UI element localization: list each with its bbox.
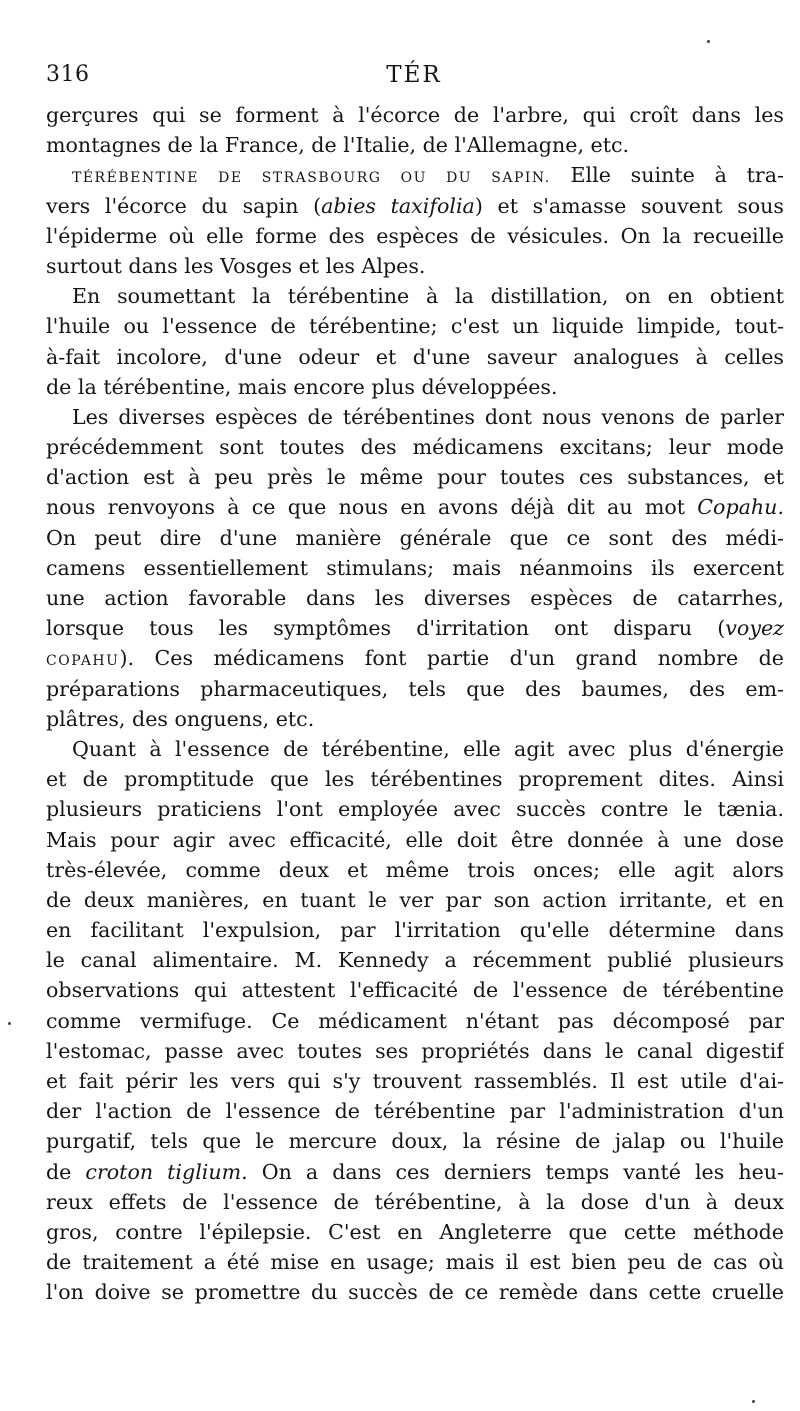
text-segment: camens essentiellement stimulans; mais néanmoins ils exercent	[46, 555, 784, 580]
text-segment: observations qui attestent l'efficacité de l'essence de térébentine	[46, 978, 784, 1003]
text-segment: purgatif, tels que le mercure doux, la résine de jalap ou l'huile	[46, 1129, 784, 1154]
text-line	[46, 613, 784, 643]
text-segment: Mais pour agir avec efficacité, elle doit être donnée à une dose	[46, 827, 784, 852]
text-segment: de la térébentine, mais encore plus développées.	[46, 374, 558, 399]
text-segment: préparations pharmaceutiques, tels que des baumes, des em-	[46, 676, 784, 701]
scan-speck	[752, 1400, 755, 1403]
text-segment: l'huile ou l'essence de térébentine; c'est un liquide limpide, tout-	[46, 314, 784, 339]
page-header	[46, 62, 782, 94]
text-line	[46, 764, 784, 794]
text-segment: gerçures qui se forment à l'écorce de l'arbre, qui croît dans les	[46, 103, 784, 127]
page-number: 316	[46, 62, 90, 87]
small-caps-text: COPAHU	[46, 653, 120, 670]
text-segment: vers l'écorce du sapin (	[46, 193, 322, 218]
text-segment: ) et s'amasse souvent sous	[474, 193, 784, 218]
text-line	[46, 311, 784, 341]
text-segment: On a dans ces derniers temps vanté les heu-	[247, 1159, 784, 1184]
italic-text: voyez	[725, 616, 784, 641]
text-segment: et de promptitude que les térébentines proprement dites. Ainsi	[46, 767, 784, 792]
text-segment: lorsque tous les symptômes d'irritation ont disparu (	[46, 616, 726, 641]
text-line	[46, 1157, 784, 1187]
text-line	[46, 855, 784, 885]
text-segment: gros, contre l'épilepsie. C'est en Angleterre que cette méthode	[46, 1219, 784, 1244]
text-segment: et fait périr les vers qui s'y trouvent rassemblés. Il est utile d'ai-	[46, 1069, 784, 1093]
italic-text: abies taxifolia	[321, 193, 475, 218]
text-line	[46, 704, 784, 734]
text-line	[46, 402, 784, 432]
text-segment: der l'action de l'essence de térébentine par l'administration d'un	[46, 1099, 784, 1124]
text-line	[46, 1217, 784, 1247]
text-line	[46, 825, 784, 855]
text-segment: d'action est à peu près le même pour toutes ces substances, et	[46, 465, 784, 490]
text-line	[46, 734, 784, 764]
text-segment: montagnes de la France, de l'Italie, de l'Allemagne, etc.	[46, 133, 630, 158]
text-line	[46, 885, 784, 915]
text-segment: On peut dire d'une manière générale que ce sont des médi-	[46, 525, 784, 550]
small-caps-text: TÉRÉBENTINE DE STRASBOURG OU DU SAPIN.	[72, 170, 551, 187]
text-line	[46, 432, 784, 462]
text-segment: ). Ces médicamens font partie d'un grand nombre de	[119, 646, 784, 671]
text-line	[46, 251, 784, 281]
text-segment: plâtres, des onguens, etc.	[46, 706, 315, 731]
text-line	[46, 1187, 784, 1217]
text-line	[46, 221, 784, 251]
text-segment: précédemment sont toutes des médicamens excitans; leur mode	[46, 435, 784, 460]
italic-text: croton tiglium.	[85, 1159, 248, 1184]
text-segment: plusieurs praticiens l'ont employée avec succès contre le tænia.	[46, 797, 784, 822]
running-head: TÉR	[386, 62, 442, 88]
text-line	[46, 643, 784, 673]
scan-speck	[707, 40, 710, 43]
text-segment: de traitement a été mise en usage; mais il est bien peu de cas où	[46, 1250, 784, 1275]
text-line	[46, 100, 784, 130]
text-line	[46, 583, 784, 613]
text-segment: En soumettant la térébentine à la distillation, on en obtient	[72, 284, 784, 309]
text-line	[46, 1006, 784, 1036]
text-line	[46, 1066, 784, 1096]
text-line	[46, 1277, 784, 1307]
text-segment: une action favorable dans les diverses espèces de catarrhes,	[46, 586, 784, 610]
text-segment: l'on doive se promettre du succès de ce remède dans cette cruelle	[46, 1280, 784, 1305]
text-line	[46, 492, 784, 522]
text-line	[46, 281, 784, 311]
text-segment: comme vermifuge. Ce médicament n'étant pas décomposé par	[46, 1008, 784, 1033]
text-segment: en facilitant l'expulsion, par l'irritation qu'elle détermine dans	[46, 918, 784, 943]
text-line	[46, 975, 784, 1005]
text-segment: de deux manières, en tuant le ver par son action irritante, et en	[46, 887, 784, 912]
text-line	[46, 462, 784, 492]
text-line	[46, 674, 784, 704]
text-line	[46, 523, 784, 553]
text-segment: le canal alimentaire. M. Kennedy a récemment publié plusieurs	[46, 948, 784, 973]
text-segment: Les diverses espèces de térébentines dont nous venons de parler	[72, 404, 784, 429]
text-segment: l'estomac, passe avec toutes ses propriétés dans le canal digestif	[46, 1038, 784, 1063]
text-line	[46, 1036, 784, 1066]
text-line	[46, 1096, 784, 1126]
text-line	[46, 553, 784, 583]
text-segment: Elle suinte à tra-	[550, 163, 784, 188]
text-segment: de	[46, 1159, 86, 1184]
text-segment: nous renvoyons à ce que nous en avons déjà dit au mot	[46, 495, 698, 520]
text-segment: surtout dans les Vosges et les Alpes.	[46, 253, 426, 278]
text-line	[46, 1247, 784, 1277]
text-line	[46, 160, 784, 190]
italic-text: Copahu.	[697, 495, 784, 520]
text-segment: très-élevée, comme deux et même trois onces; elle agit alors	[46, 857, 784, 882]
body-text	[46, 100, 784, 1308]
text-line	[46, 1126, 784, 1156]
scan-speck	[8, 1022, 11, 1025]
text-line	[46, 794, 784, 824]
text-line	[46, 130, 784, 160]
text-line	[46, 945, 784, 975]
text-line	[46, 915, 784, 945]
text-segment: reux effets de l'essence de térébentine, à la dose d'un à deux	[46, 1189, 784, 1214]
text-segment: Quant à l'essence de térébentine, elle agit avec plus d'énergie	[72, 736, 784, 761]
text-line	[46, 372, 784, 402]
text-segment: à-fait incolore, d'une odeur et d'une saveur analogues à celles	[46, 344, 784, 369]
text-line	[46, 342, 784, 372]
text-segment: l'épiderme où elle forme des espèces de vésicules. On la recueille	[46, 223, 784, 248]
text-line	[46, 191, 784, 221]
